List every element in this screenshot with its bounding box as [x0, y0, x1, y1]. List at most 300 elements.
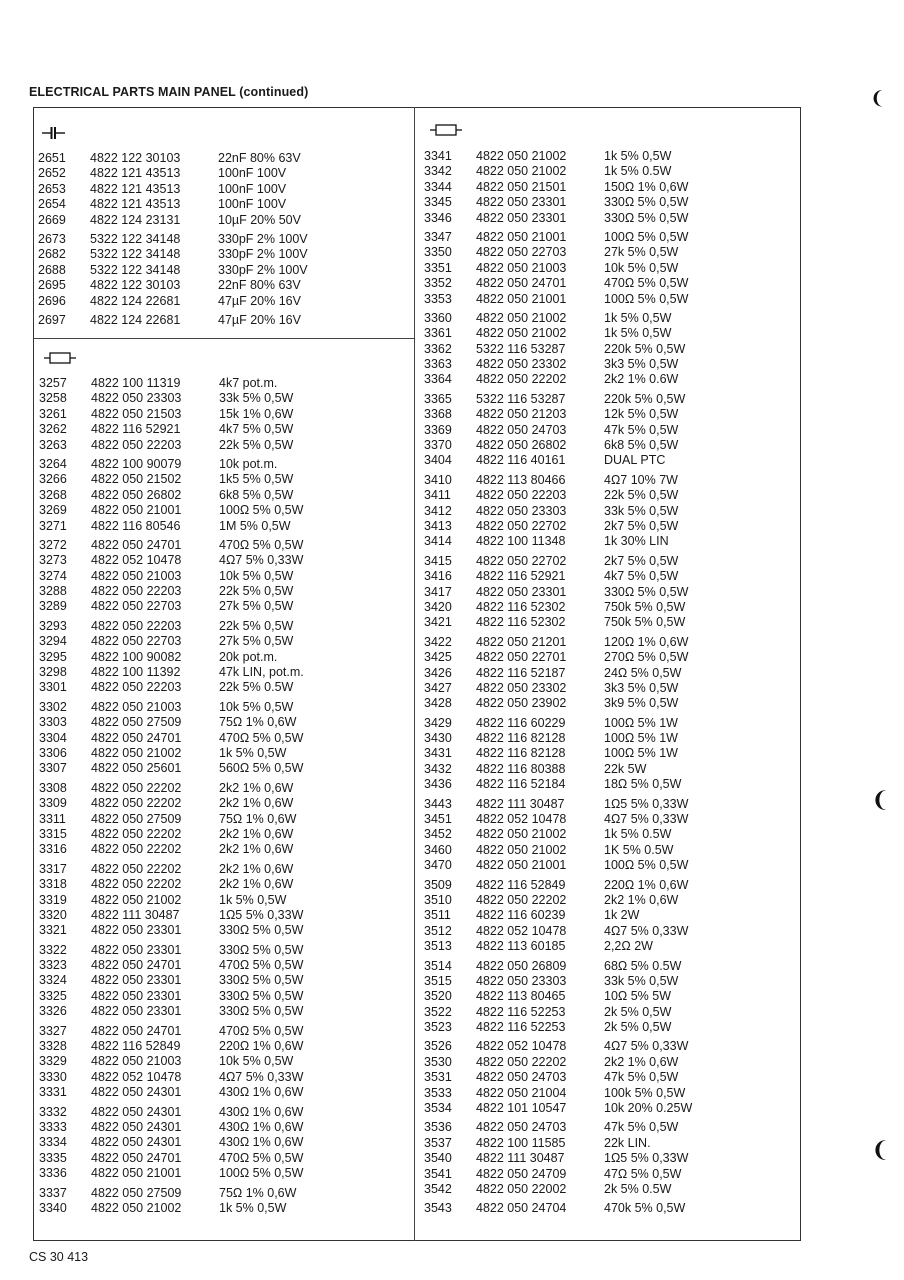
part-position: 3337 [39, 1185, 67, 1200]
table-row [39, 584, 304, 599]
table-row [39, 1070, 304, 1085]
part-description: 47Ω 5% 0,5W [604, 1166, 682, 1181]
part-description: 470Ω 5% 0,5W [219, 1150, 304, 1165]
table-row [39, 781, 304, 796]
table-row [424, 1151, 692, 1166]
part-code: 4822 050 23303 [476, 973, 567, 988]
document-code: CS 30 413 [29, 1250, 89, 1264]
part-code: 4822 050 21003 [91, 1054, 182, 1069]
table-row [424, 843, 692, 858]
part-description: 330Ω 5% 0,5W [219, 942, 304, 957]
part-code: 4822 050 23301 [91, 1004, 182, 1019]
part-position: 3273 [39, 553, 67, 568]
part-description: 47k 5% 0,5W [604, 422, 679, 437]
part-description: 100Ω 5% 0,5W [604, 858, 689, 873]
part-description: 2k 5% 0,5W [604, 1020, 672, 1035]
part-code: 4822 050 24709 [476, 1166, 567, 1181]
part-position: 3335 [39, 1150, 67, 1165]
capacitor-icon [40, 126, 66, 145]
part-code: 4822 050 21003 [91, 699, 182, 714]
part-code: 4822 124 22681 [90, 293, 181, 308]
part-position: 3410 [424, 472, 452, 487]
part-description: 2k2 1% 0,6W [219, 877, 294, 892]
part-description: 220k 5% 0,5W [604, 341, 686, 356]
part-position: 3326 [39, 1004, 67, 1019]
part-position: 2652 [38, 166, 66, 181]
table-row [424, 504, 692, 519]
part-description: 2k7 5% 0,5W [604, 518, 679, 533]
table-row [424, 777, 692, 792]
part-code: 4822 116 60239 [476, 908, 566, 923]
part-code: 4822 050 21002 [91, 1200, 182, 1215]
part-position: 3262 [39, 422, 67, 437]
part-code: 4822 050 21501 [476, 179, 567, 194]
part-code: 4822 050 21001 [91, 503, 182, 518]
part-description: 2k7 5% 0,5W [604, 553, 679, 568]
part-code: 4822 050 21203 [476, 407, 567, 422]
table-row [424, 423, 692, 438]
table-row [424, 392, 692, 407]
table-row [424, 1070, 692, 1085]
part-position: 3309 [39, 796, 67, 811]
part-position: 3347 [424, 229, 452, 244]
part-code: 4822 050 22202 [91, 861, 182, 876]
part-description: 330Ω 5% 0,5W [219, 923, 304, 938]
part-description: 22k 5% 0,5W [219, 584, 294, 599]
part-code: 4822 050 24703 [476, 1120, 567, 1135]
table-row [39, 1135, 304, 1150]
part-description: 1k5 5% 0,5W [219, 472, 294, 487]
part-code: 4822 050 21001 [476, 858, 567, 873]
part-position: 2688 [38, 262, 66, 277]
part-code: 4822 050 21002 [476, 842, 567, 857]
part-position: 3520 [424, 989, 452, 1004]
part-description: 1k 5% 0,5W [604, 326, 672, 341]
part-position: 3351 [424, 260, 452, 275]
part-position: 3514 [424, 958, 452, 973]
part-position: 3533 [424, 1085, 452, 1100]
table-row [424, 666, 692, 681]
part-description: 430Ω 1% 0,6W [219, 1135, 304, 1150]
part-code: 4822 050 23303 [91, 391, 182, 406]
table-row [39, 391, 304, 406]
table-row [38, 313, 308, 328]
table-row [39, 827, 304, 842]
part-code: 4822 050 22202 [91, 877, 182, 892]
table-row [424, 276, 692, 291]
table-row [39, 796, 304, 811]
part-code: 4822 050 21002 [91, 745, 182, 760]
part-description: 4k7 5% 0,5W [604, 569, 679, 584]
part-code: 4822 050 22203 [91, 680, 182, 695]
table-row [424, 519, 692, 534]
table-row [39, 1039, 304, 1054]
table-row [424, 292, 692, 307]
resistor-list-right [424, 149, 692, 1217]
part-position: 3426 [424, 665, 452, 680]
part-code: 4822 050 21004 [476, 1085, 567, 1100]
part-code: 4822 050 24701 [476, 276, 567, 291]
table-row [38, 278, 308, 293]
table-row [39, 519, 304, 534]
part-description: 4Ω7 5% 0,33W [219, 553, 304, 568]
part-code: 4822 116 52187 [476, 665, 566, 680]
table-row [424, 311, 692, 326]
part-code: 4822 050 23902 [476, 696, 567, 711]
part-code: 4822 050 24701 [91, 1023, 182, 1038]
table-row [424, 1201, 692, 1216]
table-row [424, 1120, 692, 1135]
part-position: 3336 [39, 1166, 67, 1181]
part-code: 4822 050 24701 [91, 958, 182, 973]
part-position: 3330 [39, 1069, 67, 1084]
part-position: 3509 [424, 877, 452, 892]
part-description: 6k8 5% 0,5W [219, 487, 294, 502]
part-position: 3531 [424, 1070, 452, 1085]
table-row [424, 1136, 692, 1151]
part-description: 270Ω 5% 0,5W [604, 650, 689, 665]
table-row [424, 762, 692, 777]
part-position: 3411 [424, 488, 451, 503]
part-description: 47k LIN, pot.m. [219, 665, 304, 680]
part-description: 470Ω 5% 0,5W [219, 730, 304, 745]
part-code: 4822 050 21002 [476, 164, 567, 179]
part-position: 3345 [424, 195, 452, 210]
part-code: 4822 050 24301 [91, 1135, 182, 1150]
part-position: 3315 [39, 826, 67, 841]
part-description: 10k 5% 0,5W [604, 260, 679, 275]
table-row [424, 372, 692, 387]
part-description: 10k 5% 0,5W [219, 1054, 294, 1069]
part-description: 47µF 20% 16V [218, 293, 301, 308]
part-position: 3298 [39, 665, 67, 680]
part-position: 3421 [424, 615, 452, 630]
part-position: 3308 [39, 780, 67, 795]
part-description: 75Ω 1% 0,6W [219, 715, 297, 730]
part-code: 4822 050 25601 [91, 761, 182, 776]
part-code: 4822 111 30487 [91, 907, 180, 922]
table-row [424, 453, 692, 468]
part-position: 3428 [424, 696, 452, 711]
part-position: 3325 [39, 988, 67, 1003]
part-description: 1k 5% 0.5W [604, 164, 672, 179]
part-code: 4822 121 43513 [90, 166, 181, 181]
table-row [39, 973, 304, 988]
part-code: 4822 121 43513 [90, 181, 181, 196]
part-position: 3257 [39, 376, 67, 390]
part-position: 3269 [39, 503, 67, 518]
part-code: 4822 050 23302 [476, 680, 567, 695]
part-code: 4822 052 10478 [476, 1039, 567, 1054]
part-description: 75Ω 1% 0,6W [219, 811, 297, 826]
part-description: 1Ω5 5% 0,33W [219, 907, 304, 922]
part-position: 3268 [39, 487, 67, 502]
part-description: 100Ω 5% 1W [604, 731, 678, 746]
part-description: 22nF 80% 63V [218, 278, 301, 293]
part-description: 100nF 100V [218, 181, 287, 196]
part-description: 22k 5% 0.5W [219, 680, 294, 695]
part-code: 4822 050 27509 [91, 811, 182, 826]
table-row [39, 599, 304, 614]
part-position: 3341 [424, 149, 452, 163]
table-row [424, 261, 692, 276]
table-row [424, 230, 692, 245]
part-description: 100nF 100V [218, 197, 287, 212]
part-position: 3295 [39, 649, 67, 664]
part-position: 3332 [39, 1104, 67, 1119]
part-code: 4822 050 22703 [91, 599, 182, 614]
part-code: 4822 050 22703 [476, 245, 567, 260]
part-position: 3510 [424, 892, 452, 907]
part-description: 330Ω 5% 0,5W [219, 988, 304, 1003]
table-row [39, 422, 304, 437]
part-position: 3322 [39, 942, 67, 957]
binder-hole-mark: ❨ [871, 1137, 890, 1162]
table-row [39, 680, 304, 695]
part-position: 3429 [424, 715, 452, 730]
part-code: 4822 050 23301 [476, 584, 567, 599]
table-row [38, 166, 308, 181]
part-position: 3432 [424, 761, 452, 776]
part-position: 3303 [39, 715, 67, 730]
table-row [424, 1167, 692, 1182]
part-position: 3425 [424, 650, 452, 665]
part-code: 4822 050 23301 [91, 973, 182, 988]
part-code: 4822 050 27509 [91, 1185, 182, 1200]
part-description: 470Ω 5% 0,5W [604, 276, 689, 291]
table-row [424, 473, 692, 488]
part-position: 3272 [39, 537, 67, 552]
part-code: 4822 050 26802 [91, 487, 182, 502]
table-row [39, 715, 304, 730]
part-code: 4822 050 23301 [91, 942, 182, 957]
table-row [39, 1054, 304, 1069]
part-code: 4822 050 22202 [91, 796, 182, 811]
part-position: 2695 [38, 278, 66, 293]
table-row [424, 716, 692, 731]
part-description: 220Ω 1% 0,6W [219, 1039, 304, 1054]
table-row [424, 939, 692, 954]
part-position: 3360 [424, 310, 452, 325]
part-position: 3369 [424, 422, 452, 437]
part-code: 4822 116 52302 [476, 615, 566, 630]
table-row [424, 438, 692, 453]
table-row [424, 1005, 692, 1020]
part-code: 4822 050 21503 [91, 406, 182, 421]
table-row [424, 908, 692, 923]
part-position: 3443 [424, 796, 452, 811]
part-description: 2k2 1% 0,6W [219, 796, 294, 811]
table-row [424, 195, 692, 210]
part-position: 3431 [424, 746, 452, 761]
part-position: 3321 [39, 923, 67, 938]
table-row [424, 924, 692, 939]
part-code: 5322 122 34148 [90, 262, 181, 277]
part-code: 4822 050 21002 [476, 310, 567, 325]
table-row [424, 342, 692, 357]
part-description: 6k8 5% 0,5W [604, 438, 679, 453]
part-description: 330Ω 5% 0,5W [604, 210, 689, 225]
part-description: 120Ω 1% 0,6W [604, 634, 689, 649]
part-code: 4822 116 52921 [91, 422, 181, 437]
part-position: 3536 [424, 1120, 452, 1135]
table-row [39, 634, 304, 649]
part-code: 4822 050 24301 [91, 1085, 182, 1100]
part-position: 3306 [39, 745, 67, 760]
part-position: 3261 [39, 406, 67, 421]
part-position: 3350 [424, 245, 452, 260]
table-row [424, 585, 692, 600]
part-code: 5322 122 34148 [90, 231, 181, 246]
part-position: 3342 [424, 164, 452, 179]
table-row [39, 407, 304, 422]
part-description: 22k LIN. [604, 1135, 651, 1150]
part-position: 3452 [424, 827, 452, 842]
part-position: 3294 [39, 634, 67, 649]
part-description: 470Ω 5% 0,5W [219, 1023, 304, 1038]
part-position: 3333 [39, 1119, 67, 1134]
part-description: 10k 5% 0,5W [219, 568, 294, 583]
table-row [39, 842, 304, 857]
part-code: 4822 116 82128 [476, 746, 566, 761]
part-code: 4822 113 80465 [476, 989, 566, 1004]
part-position: 3361 [424, 326, 452, 341]
part-position: 3301 [39, 680, 67, 695]
part-code: 4822 052 10478 [91, 1069, 182, 1084]
table-row [424, 858, 692, 873]
table-row [39, 538, 304, 553]
part-position: 2697 [38, 312, 66, 327]
part-position: 3318 [39, 877, 67, 892]
part-position: 3364 [424, 372, 452, 387]
part-code: 4822 050 26809 [476, 958, 567, 973]
part-code: 4822 116 40161 [476, 453, 566, 468]
part-position: 3263 [39, 437, 67, 452]
part-description: 330Ω 5% 0,5W [604, 195, 689, 210]
part-code: 4822 050 22202 [476, 1054, 567, 1069]
part-position: 3513 [424, 939, 452, 954]
part-code: 4822 050 22002 [476, 1182, 567, 1196]
part-position: 3317 [39, 861, 67, 876]
part-description: 12k 5% 0,5W [604, 407, 679, 422]
part-code: 4822 111 30487 [476, 796, 565, 811]
part-code: 4822 050 26802 [476, 438, 567, 453]
part-description: 20k pot.m. [219, 649, 278, 664]
part-description: 1k 5% 0,5W [219, 1200, 287, 1215]
table-row [39, 893, 304, 908]
binder-hole-mark: ❨ [870, 88, 886, 108]
part-description: 10Ω 5% 5W [604, 989, 672, 1004]
table-row [39, 1151, 304, 1166]
table-row [38, 232, 308, 247]
part-description: 4Ω7 10% 7W [604, 472, 678, 487]
part-description: 560Ω 5% 0,5W [219, 761, 304, 776]
part-code: 4822 050 21201 [476, 634, 567, 649]
part-position: 3451 [424, 812, 452, 827]
part-description: 2k 5% 0,5W [604, 1004, 672, 1019]
part-code: 4822 050 22701 [476, 650, 567, 665]
table-row [424, 1020, 692, 1035]
table-row [39, 569, 304, 584]
part-description: 2k 5% 0.5W [604, 1182, 672, 1196]
part-description: 3k3 5% 0,5W [604, 357, 679, 372]
part-position: 3414 [424, 534, 452, 549]
part-description: 27k 5% 0,5W [219, 634, 294, 649]
part-position: 3331 [39, 1085, 67, 1100]
part-position: 3415 [424, 553, 452, 568]
part-position: 3311 [39, 811, 66, 826]
part-code: 4822 101 10547 [476, 1101, 567, 1116]
part-position: 3324 [39, 973, 67, 988]
part-position: 3537 [424, 1135, 452, 1150]
part-position: 3340 [39, 1200, 67, 1215]
table-row [424, 696, 692, 711]
part-position: 3427 [424, 680, 452, 695]
part-position: 3264 [39, 456, 67, 471]
table-row [424, 797, 692, 812]
part-position: 3526 [424, 1039, 452, 1054]
table-row [39, 376, 304, 391]
part-code: 4822 116 52302 [476, 599, 566, 614]
part-description: 330Ω 5% 0,5W [219, 973, 304, 988]
table-row [424, 878, 692, 893]
part-position: 2682 [38, 247, 66, 262]
part-code: 4822 116 52184 [476, 777, 566, 792]
column-divider [414, 107, 415, 1241]
part-position: 3460 [424, 842, 452, 857]
table-row [39, 1004, 304, 1019]
part-description: 10k 20% 0.25W [604, 1101, 693, 1116]
part-description: 10k pot.m. [219, 456, 278, 471]
table-row [39, 1120, 304, 1135]
part-code: 4822 116 52253 [476, 1020, 566, 1035]
part-code: 4822 050 21002 [476, 827, 567, 842]
part-description: 47µF 20% 16V [218, 312, 301, 327]
part-position: 3352 [424, 276, 452, 291]
part-position: 3522 [424, 1004, 452, 1019]
table-row [39, 746, 304, 761]
table-row [424, 1101, 692, 1116]
table-row [424, 974, 692, 989]
table-row [38, 263, 308, 278]
part-code: 4822 050 24301 [91, 1104, 182, 1119]
part-description: 2,2Ω 2W [604, 939, 653, 954]
part-position: 3543 [424, 1201, 452, 1216]
part-description: 2k2 1% 0,6W [219, 842, 294, 857]
table-row [39, 503, 304, 518]
table-row [39, 877, 304, 892]
part-position: 3266 [39, 472, 67, 487]
table-row [39, 1166, 304, 1181]
table-row [424, 180, 692, 195]
part-code: 4822 050 22203 [91, 584, 182, 599]
part-position: 2651 [38, 151, 66, 165]
table-row [39, 812, 304, 827]
part-code: 4822 050 22202 [91, 826, 182, 841]
part-code: 4822 050 24701 [91, 537, 182, 552]
resistor-list-left [39, 376, 304, 1216]
part-position: 3293 [39, 618, 67, 633]
part-description: 2k2 1% 0,6W [604, 892, 679, 907]
part-description: 470Ω 5% 0,5W [219, 958, 304, 973]
table-row [38, 197, 308, 212]
part-description: 3k9 5% 0,5W [604, 696, 679, 711]
part-code: 4822 116 52849 [476, 877, 566, 892]
part-position: 3327 [39, 1023, 67, 1038]
part-code: 4822 113 80466 [476, 472, 566, 487]
part-description: 100nF 100V [218, 166, 287, 181]
table-row [424, 827, 692, 842]
